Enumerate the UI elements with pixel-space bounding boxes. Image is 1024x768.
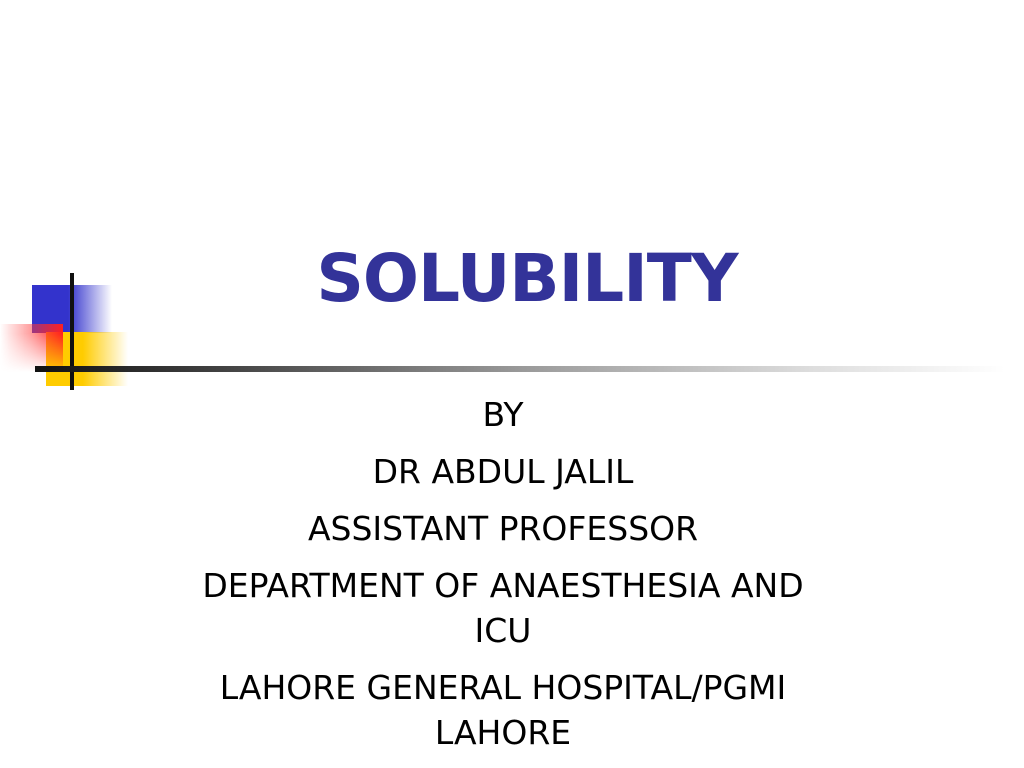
slide-subtitle	[150, 392, 856, 767]
subtitle-line-institution: LAHORE GENERAL HOSPITAL/PGMI LAHORE	[219, 668, 787, 752]
red-square	[0, 324, 63, 372]
horizontal-divider	[35, 366, 1005, 372]
subtitle-line-author: DR ABDUL JALIL	[372, 452, 634, 491]
subtitle-line-position: ASSISTANT PROFESSOR	[307, 509, 699, 548]
subtitle-line-department: DEPARTMENT OF ANAESTHESIA AND ICU	[202, 566, 804, 650]
vertical-line	[70, 273, 74, 390]
slide-title: SOLUBILITY	[316, 240, 738, 317]
subtitle-line-by: BY	[482, 395, 524, 434]
